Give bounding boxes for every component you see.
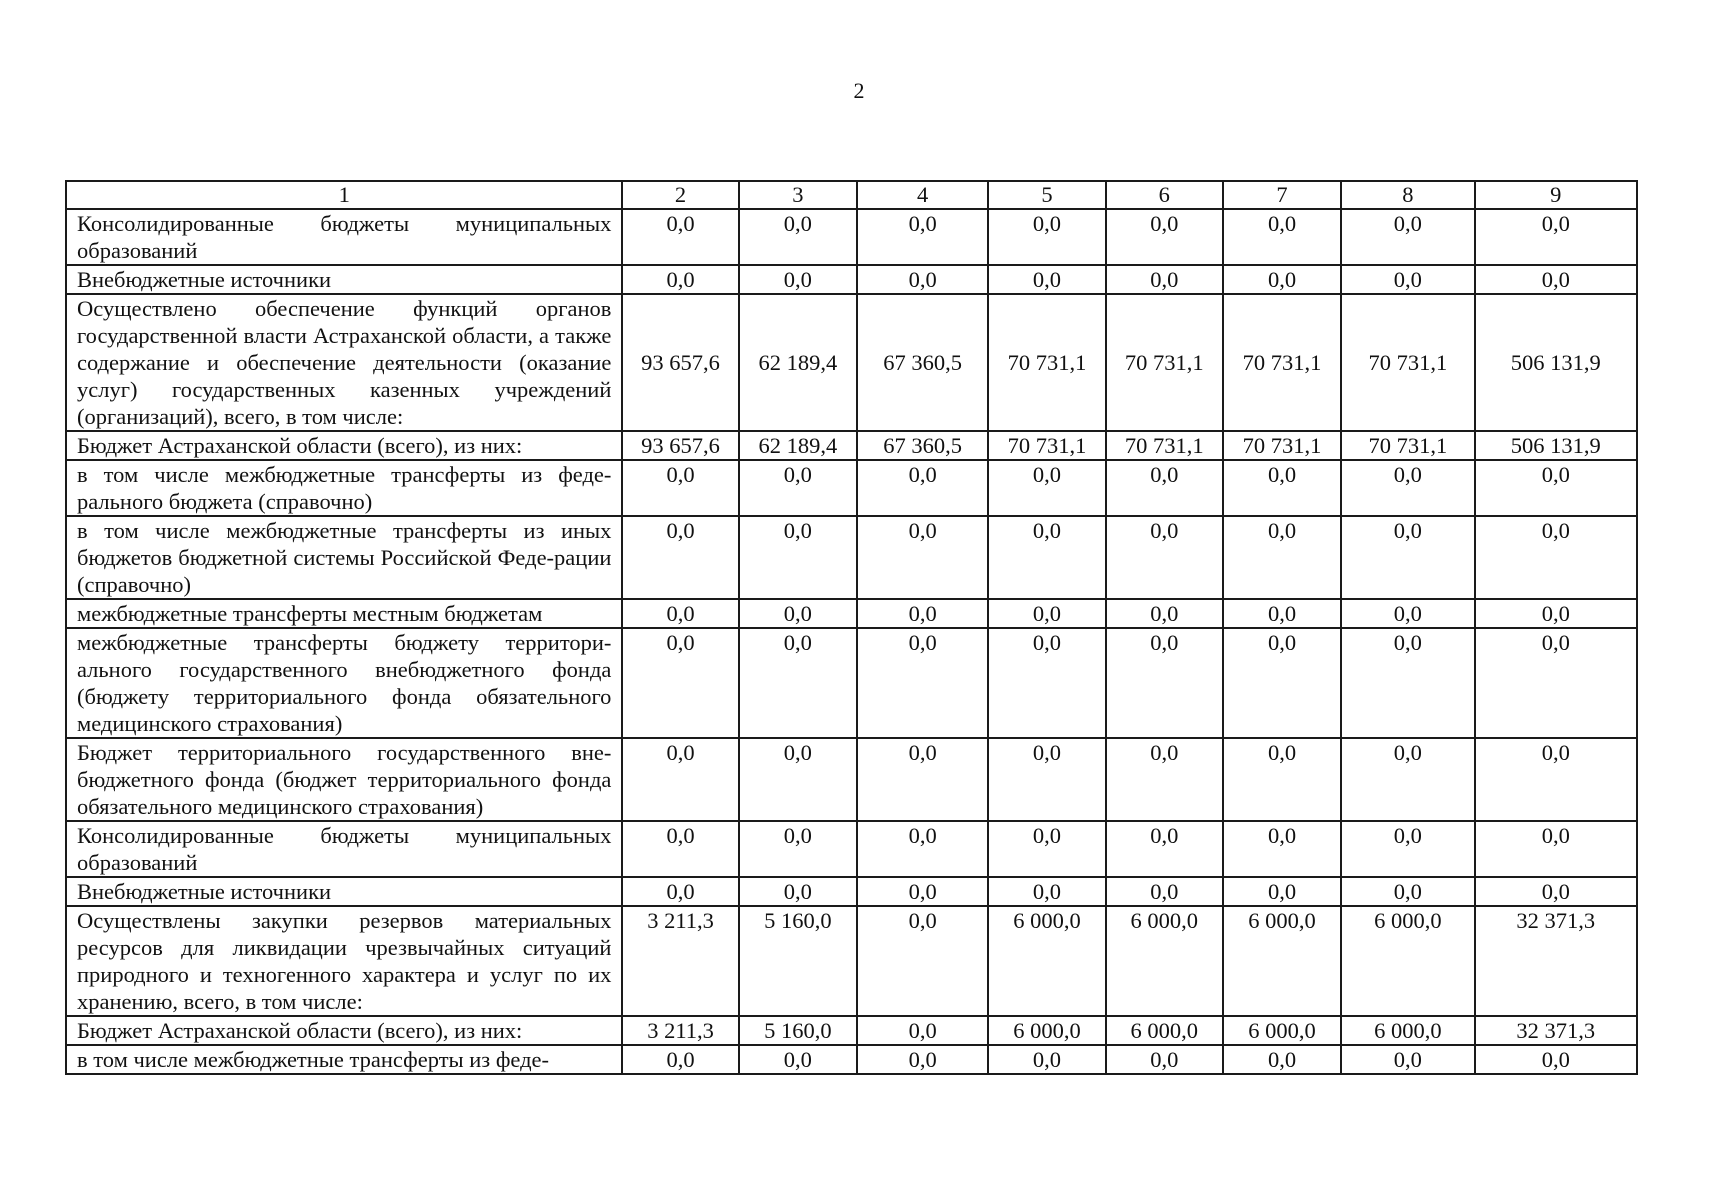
budget-table: [65, 180, 1638, 1075]
row-label: в том числе межбюджетные трансферты из иных бюджетов бюджетной системы Российской Феде-рации (справочно): [66, 516, 622, 599]
value-cell-col-8: 0,0: [1341, 516, 1474, 599]
value-cell-col-4: 0,0: [857, 1016, 988, 1045]
value-cell-col-8: 70 731,1: [1341, 294, 1474, 431]
value-cell-col-4: 0,0: [857, 628, 988, 738]
value-cell-col-8: 0,0: [1341, 209, 1474, 265]
value-cell-col-3: 0,0: [739, 1045, 857, 1074]
value-cell-col-5: 0,0: [988, 460, 1105, 516]
value-cell-col-3: 0,0: [739, 738, 857, 821]
value-cell-col-3: 0,0: [739, 460, 857, 516]
table-row: [66, 209, 1637, 265]
column-number-row: [66, 181, 1637, 209]
value-cell-col-8: 6 000,0: [1341, 906, 1474, 1016]
value-cell-col-9: 506 131,9: [1475, 431, 1637, 460]
value-cell-col-5: 0,0: [988, 516, 1105, 599]
value-cell-col-2: 0,0: [622, 460, 738, 516]
column-number-9: 9: [1475, 181, 1637, 209]
value-cell-col-9: 0,0: [1475, 209, 1637, 265]
value-cell-col-6: 6 000,0: [1106, 1016, 1223, 1045]
value-cell-col-2: 0,0: [622, 265, 738, 294]
table-row: [66, 1045, 1637, 1074]
value-cell-col-2: 0,0: [622, 1045, 738, 1074]
value-cell-col-4: 0,0: [857, 738, 988, 821]
column-number-6: 6: [1106, 181, 1223, 209]
value-cell-col-7: 0,0: [1223, 1045, 1341, 1074]
value-cell-col-6: 0,0: [1106, 265, 1223, 294]
value-cell-col-4: 0,0: [857, 265, 988, 294]
value-cell-col-8: 6 000,0: [1341, 1016, 1474, 1045]
value-cell-col-4: 0,0: [857, 460, 988, 516]
value-cell-col-9: 0,0: [1475, 460, 1637, 516]
value-cell-col-4: 0,0: [857, 906, 988, 1016]
value-cell-col-7: 0,0: [1223, 628, 1341, 738]
row-label: Внебюджетные источники: [66, 877, 622, 906]
value-cell-col-8: 0,0: [1341, 821, 1474, 877]
value-cell-col-3: 0,0: [739, 516, 857, 599]
value-cell-col-8: 0,0: [1341, 265, 1474, 294]
value-cell-col-2: 0,0: [622, 821, 738, 877]
row-label: Консолидированные бюджеты муниципальных образований: [66, 821, 622, 877]
value-cell-col-9: 32 371,3: [1475, 906, 1637, 1016]
value-cell-col-4: 0,0: [857, 821, 988, 877]
value-cell-col-6: 0,0: [1106, 460, 1223, 516]
value-cell-col-8: 0,0: [1341, 877, 1474, 906]
row-label: Бюджет территориального государственного вне-бюджетного фонда (бюджет территориального фонда обязательного медицинского страхования): [66, 738, 622, 821]
value-cell-col-7: 0,0: [1223, 738, 1341, 821]
value-cell-col-9: 32 371,3: [1475, 1016, 1637, 1045]
value-cell-col-2: 0,0: [622, 738, 738, 821]
table-row: [66, 877, 1637, 906]
table-row: [66, 294, 1637, 431]
row-label: Консолидированные бюджеты муниципальных образований: [66, 209, 622, 265]
table-row: [66, 628, 1637, 738]
value-cell-col-4: 0,0: [857, 599, 988, 628]
value-cell-col-7: 0,0: [1223, 460, 1341, 516]
value-cell-col-5: 70 731,1: [988, 431, 1105, 460]
table-row: [66, 906, 1637, 1016]
column-number-4: 4: [857, 181, 988, 209]
value-cell-col-3: 5 160,0: [739, 1016, 857, 1045]
value-cell-col-3: 0,0: [739, 877, 857, 906]
value-cell-col-3: 5 160,0: [739, 906, 857, 1016]
value-cell-col-9: 0,0: [1475, 265, 1637, 294]
value-cell-col-4: 0,0: [857, 1045, 988, 1074]
value-cell-col-3: 0,0: [739, 599, 857, 628]
value-cell-col-9: 0,0: [1475, 599, 1637, 628]
value-cell-col-2: 93 657,6: [622, 431, 738, 460]
column-number-8: 8: [1341, 181, 1474, 209]
value-cell-col-6: 0,0: [1106, 877, 1223, 906]
value-cell-col-8: 0,0: [1341, 738, 1474, 821]
value-cell-col-4: 0,0: [857, 209, 988, 265]
row-label: Осуществлено обеспечение функций органов государственной власти Астраханской области, а также содержание и обеспечение деятельности (оказание услуг) государственных казенных учреждений (организаций), всего, в том числе:: [66, 294, 622, 431]
row-label: межбюджетные трансферты местным бюджетам: [66, 599, 622, 628]
value-cell-col-2: 0,0: [622, 877, 738, 906]
column-number-5: 5: [988, 181, 1105, 209]
value-cell-col-9: 0,0: [1475, 628, 1637, 738]
value-cell-col-5: 0,0: [988, 628, 1105, 738]
value-cell-col-5: 0,0: [988, 821, 1105, 877]
value-cell-col-8: 70 731,1: [1341, 431, 1474, 460]
value-cell-col-4: 0,0: [857, 877, 988, 906]
column-number-1: 1: [66, 181, 622, 209]
value-cell-col-5: 0,0: [988, 738, 1105, 821]
value-cell-col-3: 0,0: [739, 209, 857, 265]
table-body: [66, 209, 1637, 1074]
value-cell-col-2: 3 211,3: [622, 1016, 738, 1045]
table-row: [66, 1016, 1637, 1045]
value-cell-col-6: 0,0: [1106, 209, 1223, 265]
value-cell-col-6: 6 000,0: [1106, 906, 1223, 1016]
value-cell-col-6: 0,0: [1106, 599, 1223, 628]
value-cell-col-8: 0,0: [1341, 628, 1474, 738]
value-cell-col-2: 0,0: [622, 599, 738, 628]
row-label: Бюджет Астраханской области (всего), из них:: [66, 1016, 622, 1045]
value-cell-col-7: 6 000,0: [1223, 1016, 1341, 1045]
table-row: [66, 821, 1637, 877]
value-cell-col-8: 0,0: [1341, 460, 1474, 516]
value-cell-col-7: 70 731,1: [1223, 294, 1341, 431]
value-cell-col-5: 70 731,1: [988, 294, 1105, 431]
column-number-7: 7: [1223, 181, 1341, 209]
value-cell-col-2: 0,0: [622, 209, 738, 265]
value-cell-col-5: 6 000,0: [988, 906, 1105, 1016]
value-cell-col-3: 62 189,4: [739, 294, 857, 431]
table-row: [66, 460, 1637, 516]
page-number: 2: [853, 78, 865, 103]
value-cell-col-5: 0,0: [988, 209, 1105, 265]
value-cell-col-2: 93 657,6: [622, 294, 738, 431]
value-cell-col-7: 0,0: [1223, 599, 1341, 628]
table-row: [66, 265, 1637, 294]
value-cell-col-8: 0,0: [1341, 1045, 1474, 1074]
value-cell-col-5: 0,0: [988, 1045, 1105, 1074]
value-cell-col-3: 62 189,4: [739, 431, 857, 460]
value-cell-col-4: 0,0: [857, 516, 988, 599]
value-cell-col-6: 0,0: [1106, 1045, 1223, 1074]
value-cell-col-9: 0,0: [1475, 1045, 1637, 1074]
row-label: в том числе межбюджетные трансферты из феде-рального бюджета (справочно): [66, 460, 622, 516]
value-cell-col-7: 0,0: [1223, 265, 1341, 294]
value-cell-col-5: 0,0: [988, 265, 1105, 294]
row-label: межбюджетные трансферты бюджету территори-ального государственного внебюджетного фонда (бюджету территориального фонда обязательного медицинского страхования): [66, 628, 622, 738]
value-cell-col-6: 0,0: [1106, 628, 1223, 738]
value-cell-col-7: 6 000,0: [1223, 906, 1341, 1016]
value-cell-col-5: 0,0: [988, 599, 1105, 628]
value-cell-col-4: 67 360,5: [857, 294, 988, 431]
row-label: в том числе межбюджетные трансферты из феде-: [66, 1045, 622, 1074]
value-cell-col-2: 3 211,3: [622, 906, 738, 1016]
value-cell-col-5: 0,0: [988, 877, 1105, 906]
value-cell-col-6: 0,0: [1106, 738, 1223, 821]
value-cell-col-3: 0,0: [739, 821, 857, 877]
value-cell-col-9: 506 131,9: [1475, 294, 1637, 431]
value-cell-col-9: 0,0: [1475, 877, 1637, 906]
value-cell-col-9: 0,0: [1475, 516, 1637, 599]
row-label: Внебюджетные источники: [66, 265, 622, 294]
value-cell-col-2: 0,0: [622, 516, 738, 599]
row-label: Осуществлены закупки резервов материальных ресурсов для ликвидации чрезвычайных ситуаций природного и техногенного характера и услуг по их хранению, всего, в том числе:: [66, 906, 622, 1016]
table-header: [66, 181, 1637, 209]
value-cell-col-9: 0,0: [1475, 738, 1637, 821]
value-cell-col-9: 0,0: [1475, 821, 1637, 877]
value-cell-col-7: 0,0: [1223, 209, 1341, 265]
value-cell-col-5: 6 000,0: [988, 1016, 1105, 1045]
table-row: [66, 599, 1637, 628]
value-cell-col-3: 0,0: [739, 265, 857, 294]
value-cell-col-2: 0,0: [622, 628, 738, 738]
value-cell-col-6: 70 731,1: [1106, 294, 1223, 431]
value-cell-col-8: 0,0: [1341, 599, 1474, 628]
value-cell-col-6: 0,0: [1106, 516, 1223, 599]
value-cell-col-7: 0,0: [1223, 821, 1341, 877]
column-number-3: 3: [739, 181, 857, 209]
table-row: [66, 516, 1637, 599]
value-cell-col-3: 0,0: [739, 628, 857, 738]
table-row: [66, 738, 1637, 821]
row-label: Бюджет Астраханской области (всего), из них:: [66, 431, 622, 460]
column-number-2: 2: [622, 181, 738, 209]
value-cell-col-7: 0,0: [1223, 516, 1341, 599]
value-cell-col-7: 70 731,1: [1223, 431, 1341, 460]
table-row: [66, 431, 1637, 460]
value-cell-col-7: 0,0: [1223, 877, 1341, 906]
value-cell-col-4: 67 360,5: [857, 431, 988, 460]
value-cell-col-6: 70 731,1: [1106, 431, 1223, 460]
value-cell-col-6: 0,0: [1106, 821, 1223, 877]
